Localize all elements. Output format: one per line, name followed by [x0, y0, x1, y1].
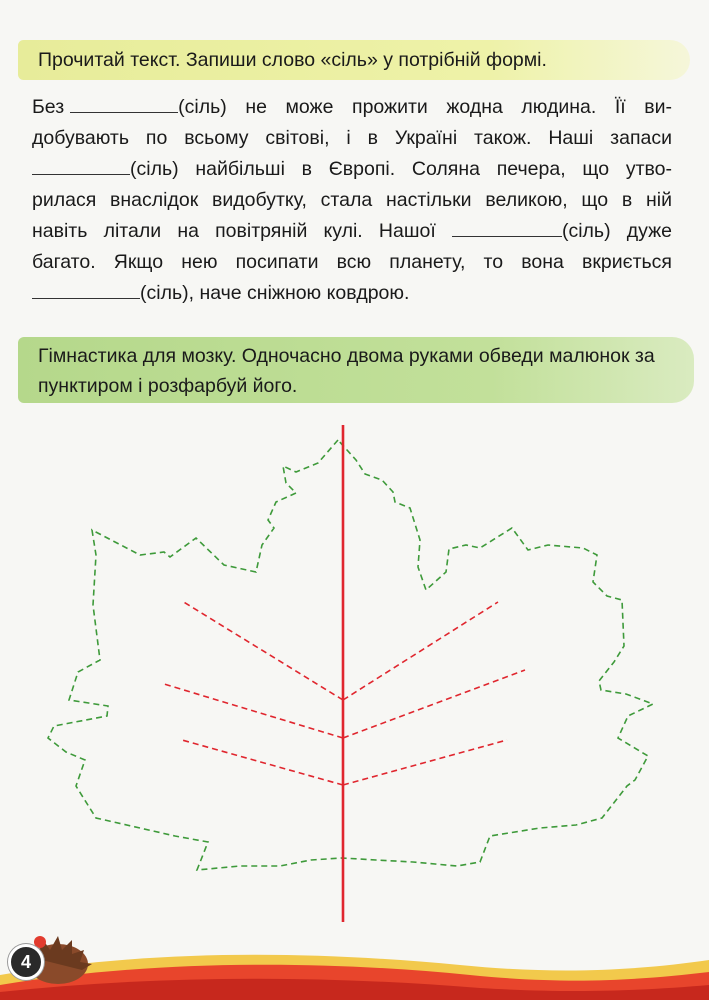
task1-title: Прочитай текст. Запиши слово «сіль» у потрібній формі. — [38, 49, 547, 71]
vein-right-1 — [343, 602, 498, 700]
text-line-4: рилася внаслідок видобутку, стала настільки великою, що в ній — [32, 189, 672, 211]
vein-right-2 — [343, 670, 525, 738]
vein-left-3 — [182, 740, 343, 785]
leaf-veins[interactable] — [164, 601, 525, 785]
page-number: 4 — [8, 944, 44, 980]
text-line-7: (сіль), наче сніжною ковдрою. — [32, 278, 672, 309]
vein-left-1 — [182, 601, 343, 700]
vein-left-2 — [164, 684, 343, 738]
task2-title: Гімнастика для мозку. Одночасно двома руками обведи малюнок за пунктиром і розфарбуй його. — [38, 345, 655, 397]
footer-wave — [0, 930, 709, 1000]
text-line-2: добувають по всьому світові, і в Україні також. Наші запаси — [32, 127, 672, 149]
text-line-6: багато. Якщо нею посипати всю планету, то вона вкриється — [32, 251, 672, 273]
text-line-1: Без (сіль) не може прожити жодна людина. Її ви- — [32, 92, 672, 123]
text-line-3: (сіль) найбільші в Європі. Соляна печера, що утво- — [32, 154, 672, 185]
vein-right-3 — [343, 740, 507, 785]
text-line-5: навіть літали на повітряній кулі. Нашої (сіль) дуже — [32, 216, 672, 247]
leaf-outline[interactable] — [48, 440, 653, 870]
